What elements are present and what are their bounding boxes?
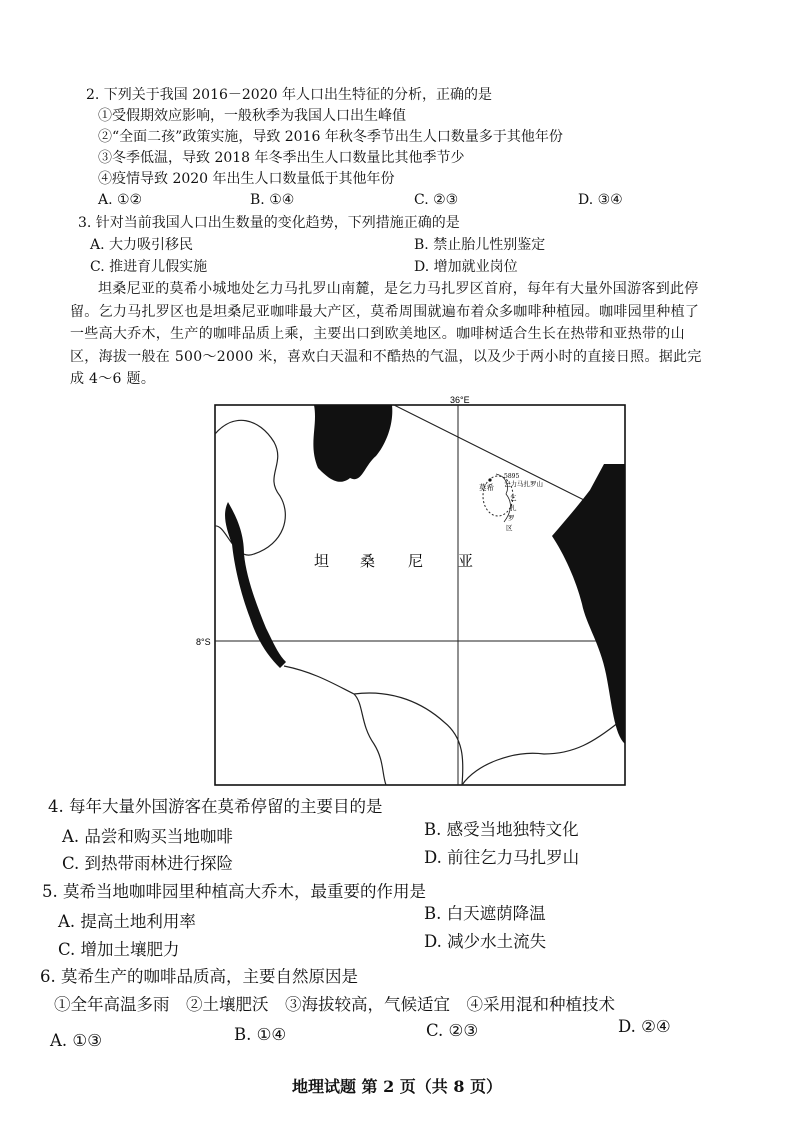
label-region-4: 区: [506, 524, 513, 532]
q5-option-c: C. 增加土壤肥力: [58, 940, 180, 959]
q2-option-d: D. ③④: [578, 192, 623, 208]
q3-option-a: A. 大力吸引移民: [90, 237, 194, 253]
q4-option-c: C. 到热带雨林进行探险: [62, 854, 234, 873]
moshi-dot: [488, 478, 491, 481]
q3-option-b: B. 禁止胎儿性别鉴定: [414, 237, 546, 253]
q2-item-2: ②“全面二孩”政策实施，导致 2016 年秋冬季节出生人口数量多于其他年份: [98, 129, 563, 145]
label-country-4: 亚: [458, 552, 474, 570]
label-36e: 36°E: [450, 395, 470, 405]
q2-option-a: A. ①②: [98, 192, 143, 208]
label-country-1: 坦: [314, 552, 330, 570]
label-region-2: 扎: [510, 504, 517, 512]
q4-stem: 4. 每年大量外国游客在莫希停留的主要目的是: [48, 797, 383, 816]
passage-text: 坦桑尼亚的莫希小城地处乞力马扎罗山南麓，是乞力马扎罗区首府，每年有大量外国游客到此停留。乞力马扎罗区也是坦桑尼亚咖啡最大产区，莫希周围就遍布着众多咖啡种植园。咖啡园里种植了一些高大乔木，生产的咖啡品质上乘，主要出口到欧美地区。咖啡树适合生长在热带和亚热带的山区，海拔一般在 500～2000 米，喜欢白天温和不酷热的气温，以及少于两小时的直接日照。据此完成 4～6 题。: [70, 281, 702, 387]
q6-option-c: C. ②③: [426, 1021, 479, 1040]
q2-item-4: ④疫情导致 2020 年出生人口数量低于其他年份: [98, 171, 395, 187]
tanzania-map: [196, 395, 626, 786]
q5-option-b: B. 白天遮荫降温: [424, 904, 546, 923]
q4-option-a: A. 品尝和购买当地咖啡: [62, 827, 233, 846]
label-country-3: 尼: [408, 552, 424, 570]
q3-stem: 3. 针对当前我国人口出生数量的变化趋势，下列措施正确的是: [78, 215, 460, 231]
q2-item-1: ①受假期效应影响，一般秋季为我国人口出生峰值: [98, 108, 406, 124]
q2-option-c: C. ②③: [414, 192, 459, 208]
q5-stem: 5. 莫希当地咖啡园里种植高大乔木，最重要的作用是: [42, 882, 426, 901]
q5-option-d: D. 减少水土流失: [424, 932, 547, 951]
q6-option-d: D. ②④: [618, 1017, 671, 1036]
label-8s: 8°S: [196, 637, 211, 647]
q6-option-a: A. ①③: [50, 1031, 102, 1050]
q6-items: ①全年高温多雨 ②土壤肥沃 ③海拔较高，气候适宜 ④采用混和种植技术: [54, 995, 615, 1014]
q5-option-a: A. 提高土地利用率: [58, 912, 196, 931]
q6-option-b: B. ①④: [234, 1025, 287, 1044]
q2-stem: 2. 下列关于我国 2016－2020 年人口出生特征的分析，正确的是: [86, 87, 492, 103]
q6-stem: 6. 莫希生产的咖啡品质高，主要自然原因是: [40, 967, 358, 986]
page-footer: 地理试题 第 2 页（共 8 页）: [291, 1077, 503, 1096]
label-kilimanjaro: 乞力马扎罗山: [504, 480, 543, 488]
label-region-1: 乞: [510, 494, 517, 502]
label-country-2: 桑: [360, 552, 376, 570]
q2-item-3: ③冬季低温，导致 2018 年冬季出生人口数量比其他季节少: [98, 150, 465, 166]
q3-option-d: D. 增加就业岗位: [414, 259, 518, 275]
q3-option-c: C. 推进育儿假实施: [90, 259, 208, 275]
label-elevation: 5895: [504, 473, 520, 480]
q2-option-b: B. ①④: [250, 192, 295, 208]
label-moshi: 莫希: [479, 483, 494, 492]
q4-option-b: B. 感受当地独特文化: [424, 820, 579, 839]
map-frame: [215, 405, 625, 785]
q4-option-d: D. 前往乞力马扎罗山: [424, 848, 580, 867]
label-region-3: 罗: [508, 514, 515, 522]
